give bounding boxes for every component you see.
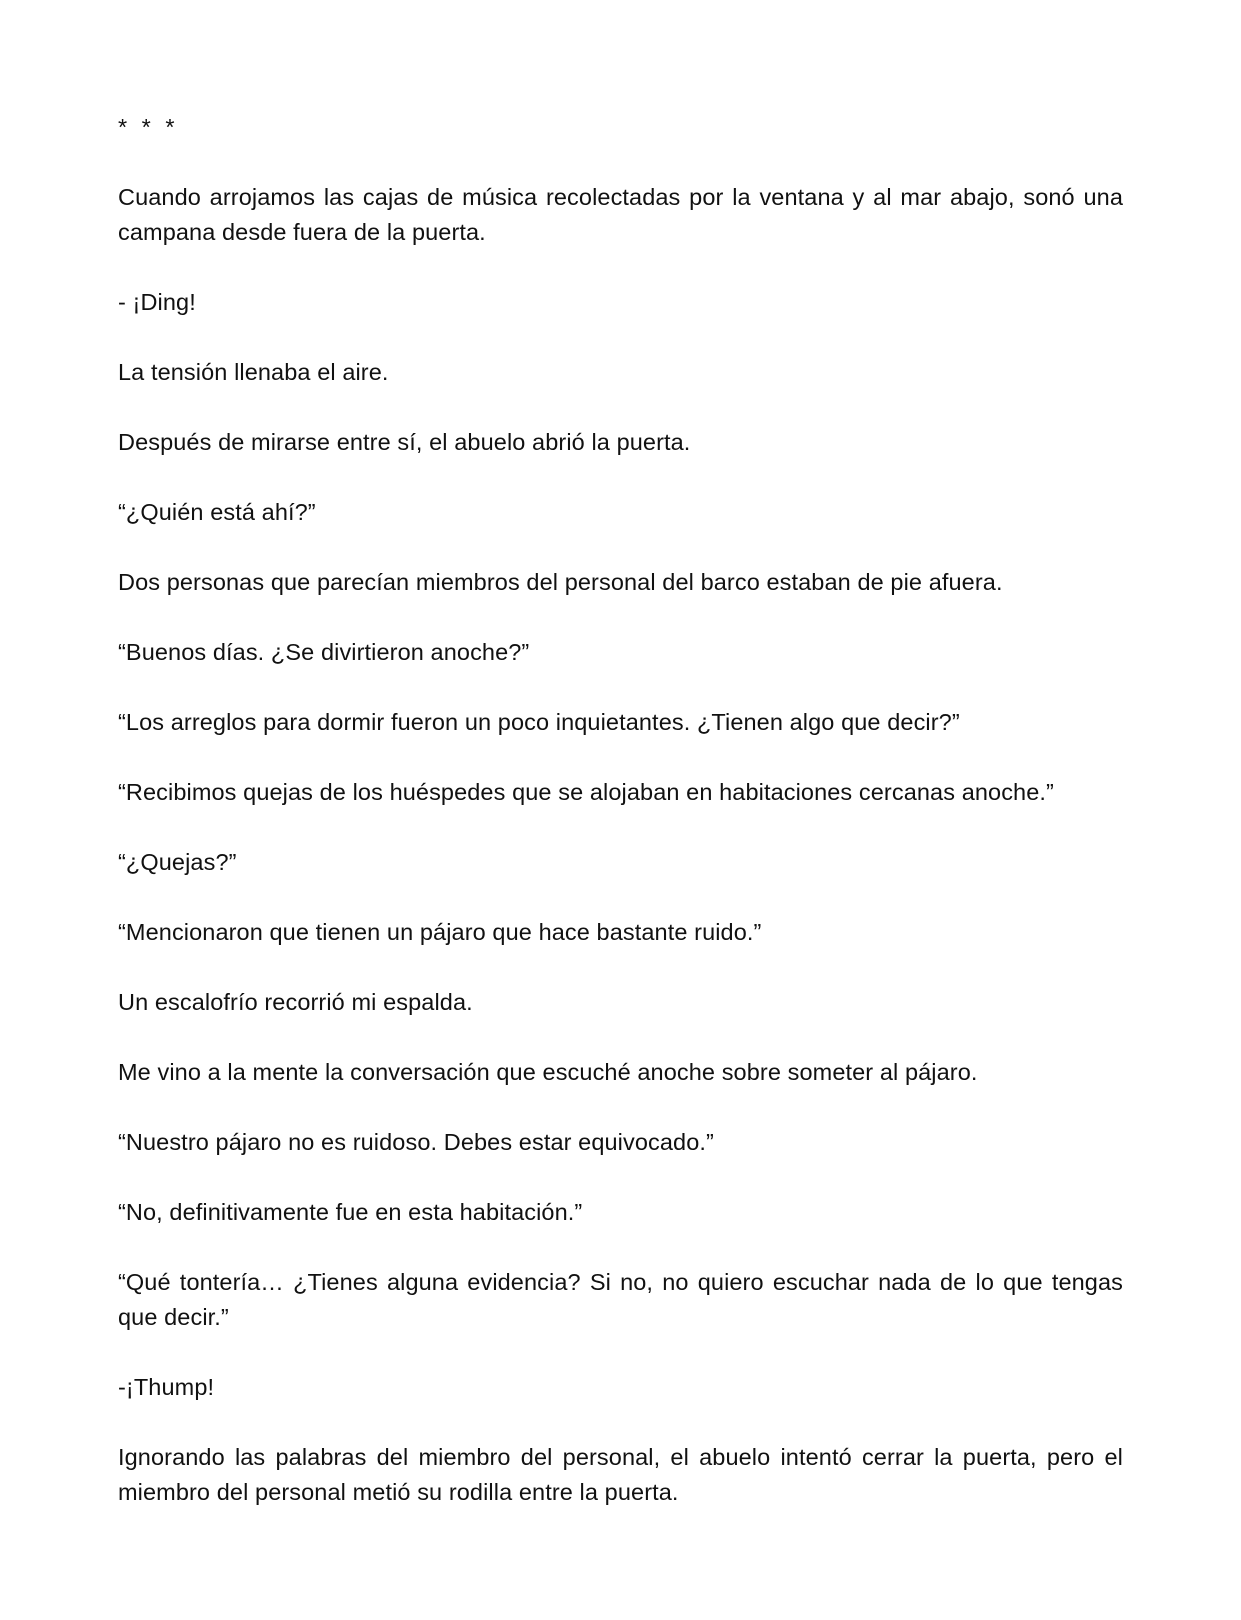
paragraph: “Mencionaron que tienen un pájaro que hace bastante ruido.”	[118, 919, 762, 945]
paragraph: La tensión llenaba el aire.	[118, 359, 389, 385]
paragraph: Dos personas que parecían miembros del personal del barco estaban de pie afuera.	[118, 569, 1003, 595]
paragraph: “Nuestro pájaro no es ruidoso. Debes estar equivocado.”	[118, 1129, 714, 1155]
document-page	[118, 110, 1123, 1545]
paragraph: Ignorando las palabras del miembro del personal, el abuelo intentó cerrar la puerta, pero el miembro del personal metió su rodilla entre la puerta.	[118, 1444, 1123, 1505]
paragraph: - ¡Ding!	[118, 289, 196, 315]
section-separator: * * *	[118, 114, 179, 140]
paragraph: “¿Quejas?”	[118, 849, 237, 875]
paragraph: “No, definitivamente fue en esta habitación.”	[118, 1199, 583, 1225]
paragraph: Me vino a la mente la conversación que escuché anoche sobre someter al pájaro.	[118, 1059, 978, 1085]
paragraph: Un escalofrío recorrió mi espalda.	[118, 989, 473, 1015]
paragraph: “Recibimos quejas de los huéspedes que se alojaban en habitaciones cercanas anoche.”	[118, 779, 1054, 805]
paragraph: “¿Quién está ahí?”	[118, 499, 316, 525]
paragraph: -¡Thump!	[118, 1374, 215, 1400]
paragraph: Cuando arrojamos las cajas de música recolectadas por la ventana y al mar abajo, sonó una campana desde fuera de la puerta.	[118, 184, 1123, 245]
paragraph: “Los arreglos para dormir fueron un poco inquietantes. ¿Tienen algo que decir?”	[118, 709, 960, 735]
paragraph: “Buenos días. ¿Se divirtieron anoche?”	[118, 639, 530, 665]
paragraph: Después de mirarse entre sí, el abuelo abrió la puerta.	[118, 429, 691, 455]
paragraph: “Qué tontería… ¿Tienes alguna evidencia? Si no, no quiero escuchar nada de lo que tengas que decir.”	[118, 1269, 1123, 1330]
